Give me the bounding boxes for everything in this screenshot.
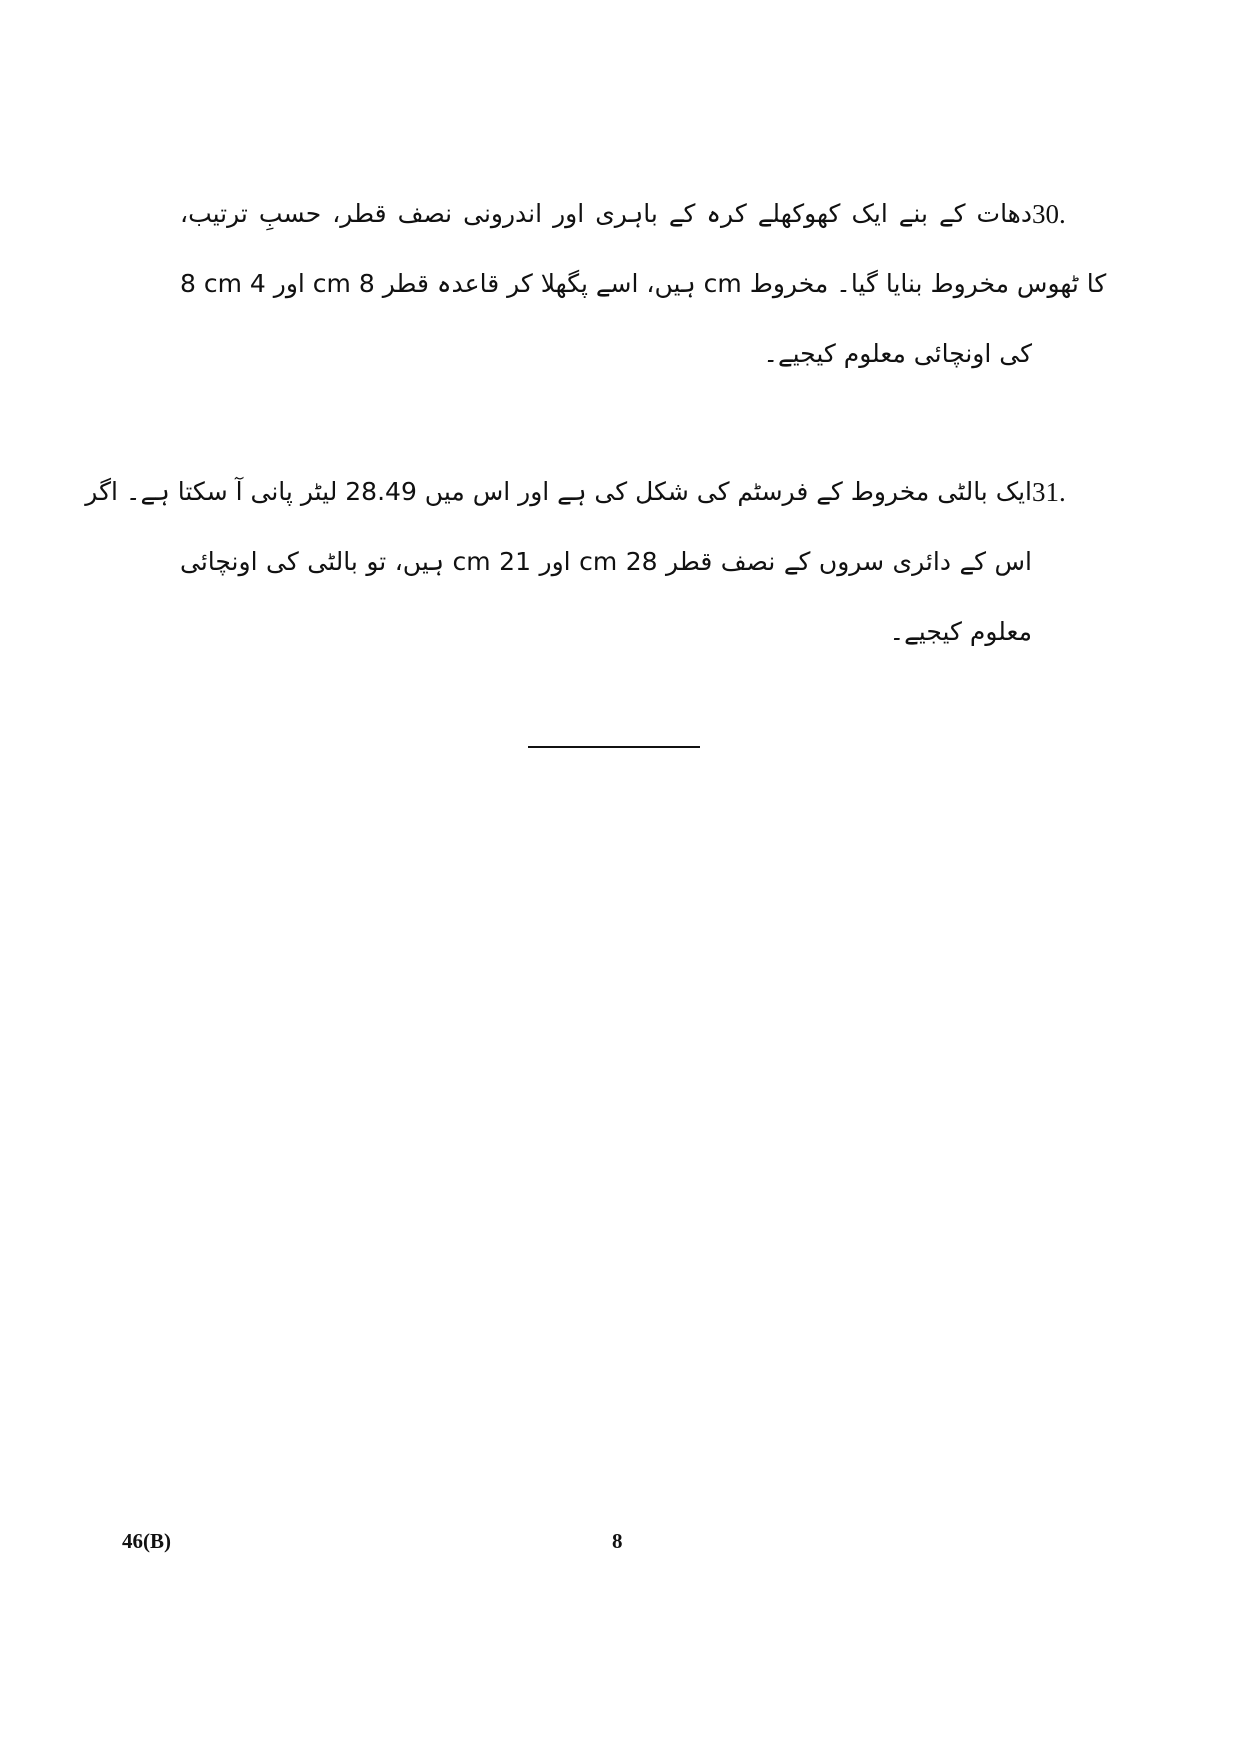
question-line: معلوم کیجیے۔	[889, 617, 1032, 646]
question-line: اس کے دائری سروں کے نصف قطر 28 cm اور 21 cm ہیں، تو بالٹی کی اونچائی	[180, 547, 1032, 576]
end-of-paper-rule	[528, 746, 700, 748]
question-line: ایک بالٹی مخروط کے فرسٹم کی شکل کی ہے اور اس میں 28.49 لیٹر پانی آ سکتا ہے۔ اگر	[85, 477, 1032, 506]
question-number: 31.	[1032, 477, 1066, 507]
question-line: کی اونچائی معلوم کیجیے۔	[763, 339, 1032, 368]
question-line: دھات کے بنے ایک کھوکھلے کرہ کے باہری اور اندرونی نصف قطر، حسبِ ترتیب،	[180, 199, 1032, 228]
question-number: 30.	[1032, 199, 1066, 229]
question-text	[85, 474, 1032, 684]
paper-code: 46(B)	[122, 1529, 171, 1553]
question-line: 8 cm اور 4 cm ہیں، اسے پگھلا کر قاعدہ قطر 8 cm کا ٹھوس مخروط بنایا گیا۔ مخروط	[180, 269, 1107, 298]
page-number: 8	[612, 1529, 623, 1553]
